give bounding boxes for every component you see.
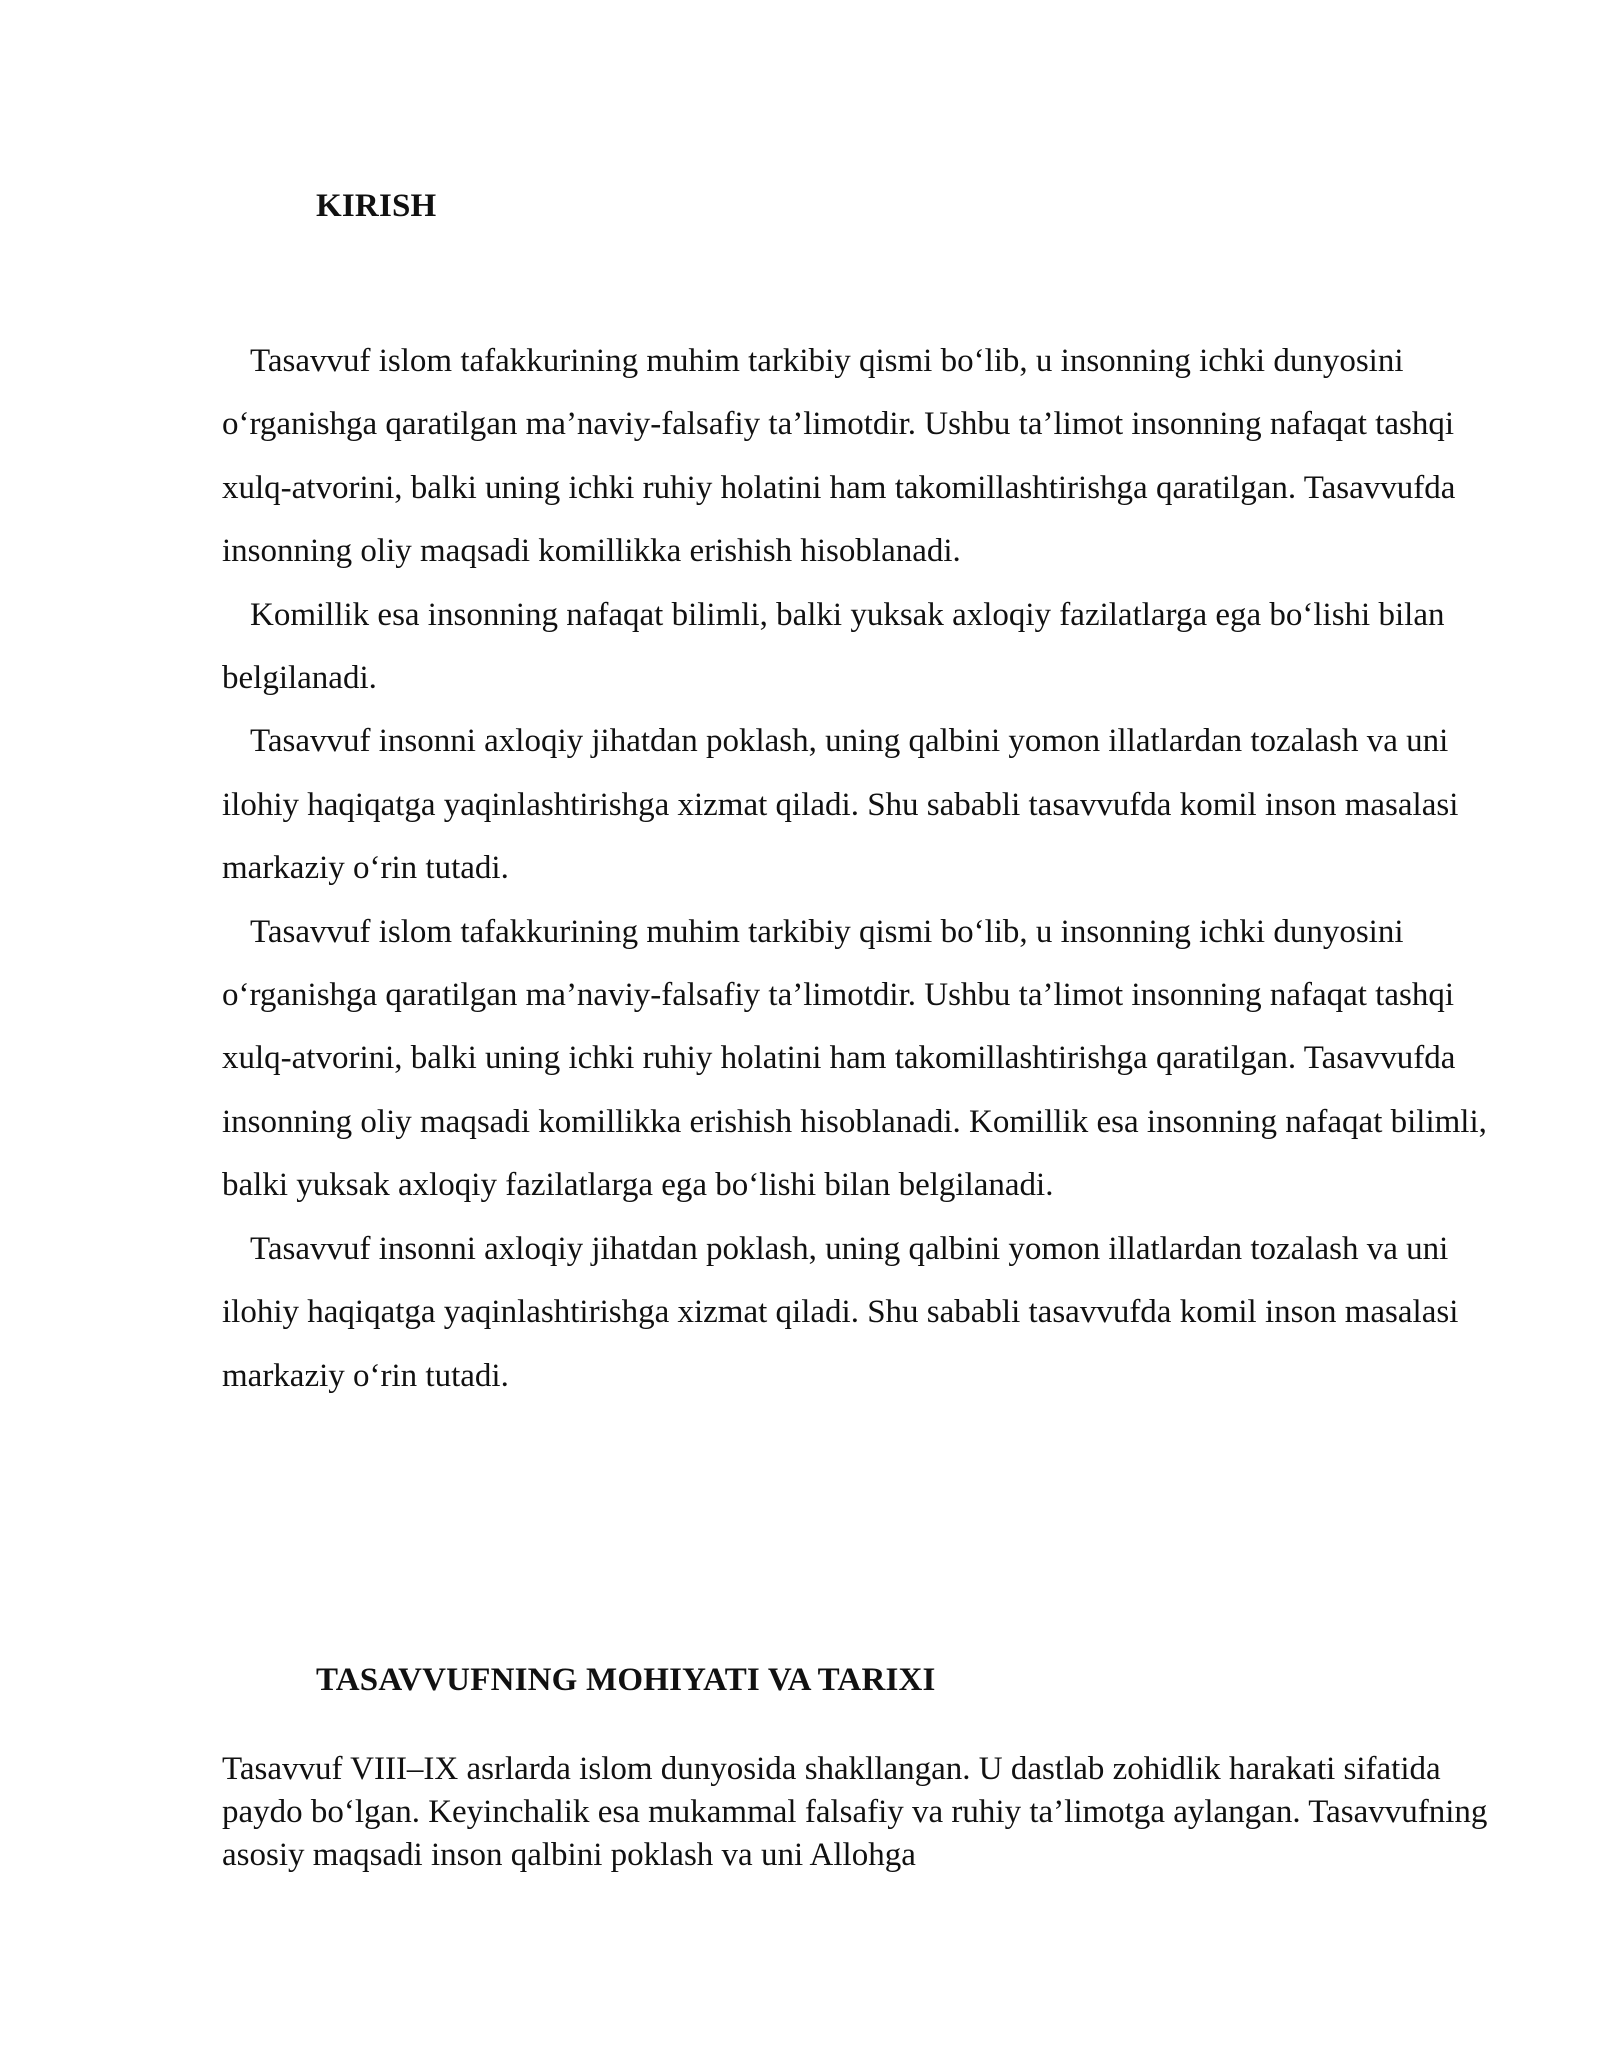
body-paragraph: Tasavvuf insonni axloqiy jihatdan poklash, uning qalbini yomon illatlardan tozalash va uni ilohiy haqiqatga yaqinlashtirishga xizmat qiladi. Shu sababli tasavvufda komil inson masalasi markaziy o‘rin tutadi. bbox=[222, 723, 1459, 887]
body-paragraph: Tasavvuf VIII–IX asrlarda islom dunyosida shakllangan. U dastlab zohidlik harakati sifatida paydo bo‘lgan. Keyinchalik esa mukammal falsafiy va ruhiy ta’limotga aylangan. Tasavvufning asosiy maqsadi inson qalbini poklash va uni Allohga bbox=[222, 1751, 1488, 1873]
body-paragraph: Komillik esa insonning nafaqat bilimli, balki yuksak axloqiy fazilatlarga ega bo‘lishi bilan belgilanadi. bbox=[222, 596, 1445, 697]
body-paragraph: Tasavvuf islom tafakkurining muhim tarkibiy qismi bo‘lib, u insonning ichki dunyosini o‘rganishga qaratilgan ma’naviy-falsafiy ta’limotdir. Ushbu ta’limot insonning nafaqat tashqi xulq-atvorini, balki uning ichki ruhiy holatini ham takomillashtirishga qaratilgan. Tasavvufda insonning oliy maqsadi komillikka erishish hisoblanadi. Komillik esa insonning nafaqat bilimli, balki yuksak axloqiy fazilatlarga ega bo‘lishi bilan belgilanadi. bbox=[222, 913, 1487, 1204]
body-paragraph: Tasavvuf insonni axloqiy jihatdan poklash, uning qalbini yomon illatlardan tozalash va uni ilohiy haqiqatga yaqinlashtirishga xizmat qiladi. Shu sababli tasavvufda komil inson masalasi markaziy o‘rin tutadi. bbox=[222, 1230, 1459, 1394]
section-heading-mohiyati: TASAVVUFNING MOHIYATI VA TARIXI bbox=[316, 1662, 936, 1698]
body-paragraph: Tasavvuf islom tafakkurining muhim tarkibiy qismi bo‘lib, u insonning ichki dunyosini o‘rganishga qaratilgan ma’naviy-falsafiy ta’limotdir. Ushbu ta’limot insonning nafaqat tashqi xulq-atvorini, balki uning ichki ruhiy holatini ham takomillashtirishga qaratilgan. Tasavvufda insonning oliy maqsadi komillikka erishish hisoblanadi. bbox=[222, 343, 1456, 570]
history-section-body bbox=[222, 1748, 1512, 1877]
section-heading-kirish: KIRISH bbox=[316, 188, 437, 224]
intro-section-body bbox=[222, 330, 1512, 1408]
